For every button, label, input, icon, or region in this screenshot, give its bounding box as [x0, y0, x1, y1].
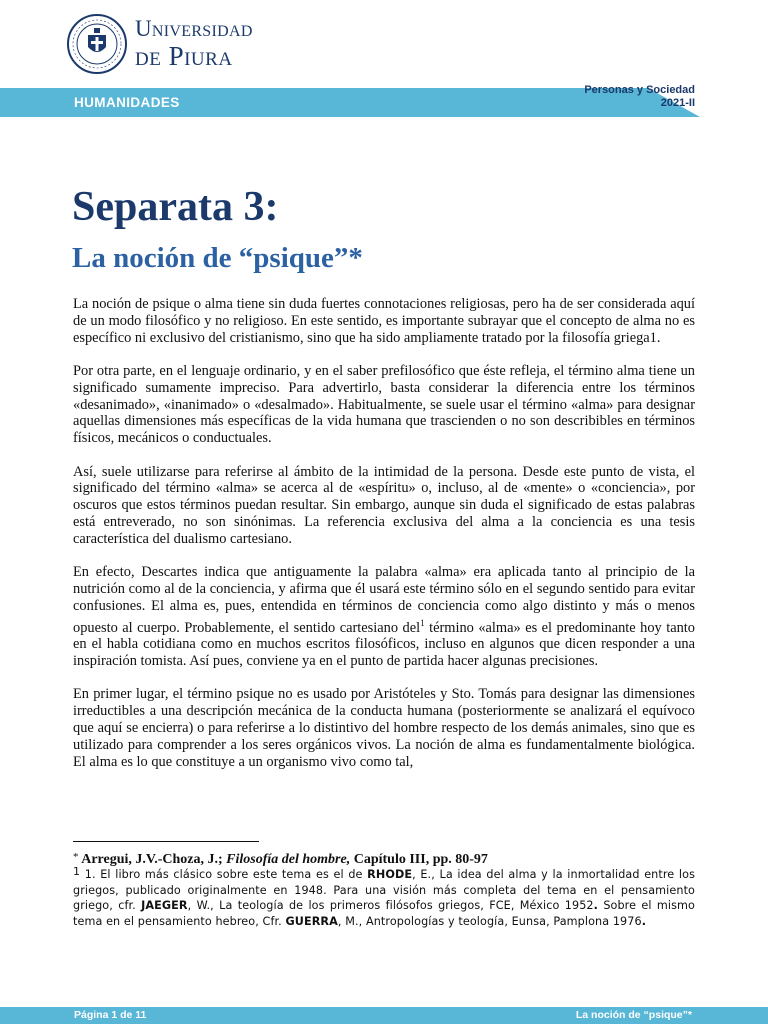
footnote-chapter: Capítulo III, pp. 80-97 [353, 852, 488, 867]
footnote-1-text-i: , M., Antropologías y teología, Eunsa, Pamplona 1976 [337, 914, 642, 928]
page-number: Página 1 de 11 [74, 1009, 147, 1021]
footnote-1-text-e: , W., La teología de los primeros filósofos griegos, FCE, México 1952 [187, 899, 594, 913]
footnote-1-period-2: . [641, 914, 647, 928]
footnote-1-period-1: . [593, 899, 599, 913]
running-title: La noción de “psique”* [575, 1009, 692, 1021]
page-subtitle: La noción de “psique”* [72, 242, 363, 274]
course-term: 2021-II [660, 97, 695, 109]
paragraph-4 [73, 564, 695, 670]
university-name-line1: Universidad [135, 16, 253, 41]
university-logo [66, 13, 306, 77]
paragraph-4-part-2: término «alma» es el predominante hoy tanto en el habla cotidiana como en muchos escritos filosóficos, incluso en algunos que dicen responder a una inspiración tomista. Así pues, conviene ya en el punto de partida hacer algunas precisiones. [73, 619, 695, 669]
footnote-1-author-guerra: GUERRA [285, 914, 338, 928]
footnote-1-author-rhode: RHODE [367, 868, 413, 881]
university-seal-icon [66, 13, 128, 75]
footnote-1-text-a: 1. El libro más clásico sobre este tema es el de [80, 868, 368, 881]
footnote-ref-1[interactable]: 1 [420, 617, 425, 628]
paragraph-2: Por otra parte, en el lenguaje ordinario, y en el saber prefilosófico que éste refleja, el término alma tiene un significado sumamente impreciso. Para advertirlo, basta considerar la diferencia entre los términos «desanimado», «inanimado» o «desalmado». Habitualmente, se suele usar el término «alma» para designar aquellas dimensiones más específicas de la vida humana que trascienden o no son describibles en términos físicos, mecánicos o conductuales. [73, 362, 695, 447]
footnote-star-marker: * [73, 851, 79, 863]
university-name [135, 17, 253, 70]
university-name-line2: de Piura [135, 41, 233, 71]
footnote-book-title: Filosofía del hombre, [226, 852, 351, 867]
document-body [73, 296, 695, 787]
course-info [584, 84, 695, 110]
paragraph-3: Así, suele utilizarse para referirse al ámbito de la intimidad de la persona. Desde este punto de vista, el significado del término «alma» se acerca al de «espíritu» o, incluso, al de «mente» o «conciencia», por oscuros que estos términos puedan resultar. Sin embargo, aunque sin duda el significado de estas palabras está entreverado, no son sinónimas. La referencia exclusiva del alma a la conciencia es una tesis característica del dualismo cartesiano. [73, 463, 695, 547]
department-label: HUMANIDADES [74, 95, 180, 110]
footnote-divider [73, 841, 259, 842]
paragraph-5: En primer lugar, el término psique no es usado por Aristóteles y Sto. Tomás para designar las dimensiones irreductibles a una descripción mecánica de la conducta humana (posteriormente se analizará el equívoco que aquí se encierra) o para referirse a lo distintivo del hombre respecto de los demás animales, sino que es utilizado para comprender a los seres orgánicos vivos. La noción de alma es fundamentalmente biológica. El alma es lo que constituye a un organismo vivo como tal, [73, 686, 695, 770]
paragraph-4-part-1: En efecto, Descartes indica que antiguamente la palabra «alma» era aplicada tanto al principio de la nutrición como al de la conciencia, y afirma que él usará este término sólo en el segundo sentido para evitar confusiones. El alma es, pues, entendida en términos de conciencia como algo distinto y más o menos opuesto al cuerpo. Probablemente, el sentido cartesiano del [73, 564, 695, 636]
footnote-authors: Arregui, J.V.-Choza, J.; [81, 852, 223, 867]
page-title: Separata 3: [72, 184, 279, 230]
course-name: Personas y Sociedad [584, 84, 695, 96]
footnote-1-author-jaeger: JAEGER [141, 899, 188, 913]
footnote-1 [73, 864, 695, 929]
footnote-1-marker: 1 [73, 865, 81, 878]
paragraph-1: La noción de psique o alma tiene sin duda fuertes connotaciones religiosas, pero ha de ser considerada aquí de un modo filosófico y no religioso. En este sentido, es importante subrayar que el concepto de alma no es específico ni exclusivo del cristianismo, sino que ha sido ampliamente tratado por la filosofía griega1. [73, 296, 695, 346]
footnote-1-text-g: Sobre el mismo tema en el pensamiento hebreo, Cfr. [73, 899, 696, 928]
footnote-1-text-c: , E., La idea del alma y la inmortalidad entre los griegos, publicado originalmente en 1948. Para una visión más completa del tema en el pensamiento griego, cfr. [73, 868, 695, 913]
